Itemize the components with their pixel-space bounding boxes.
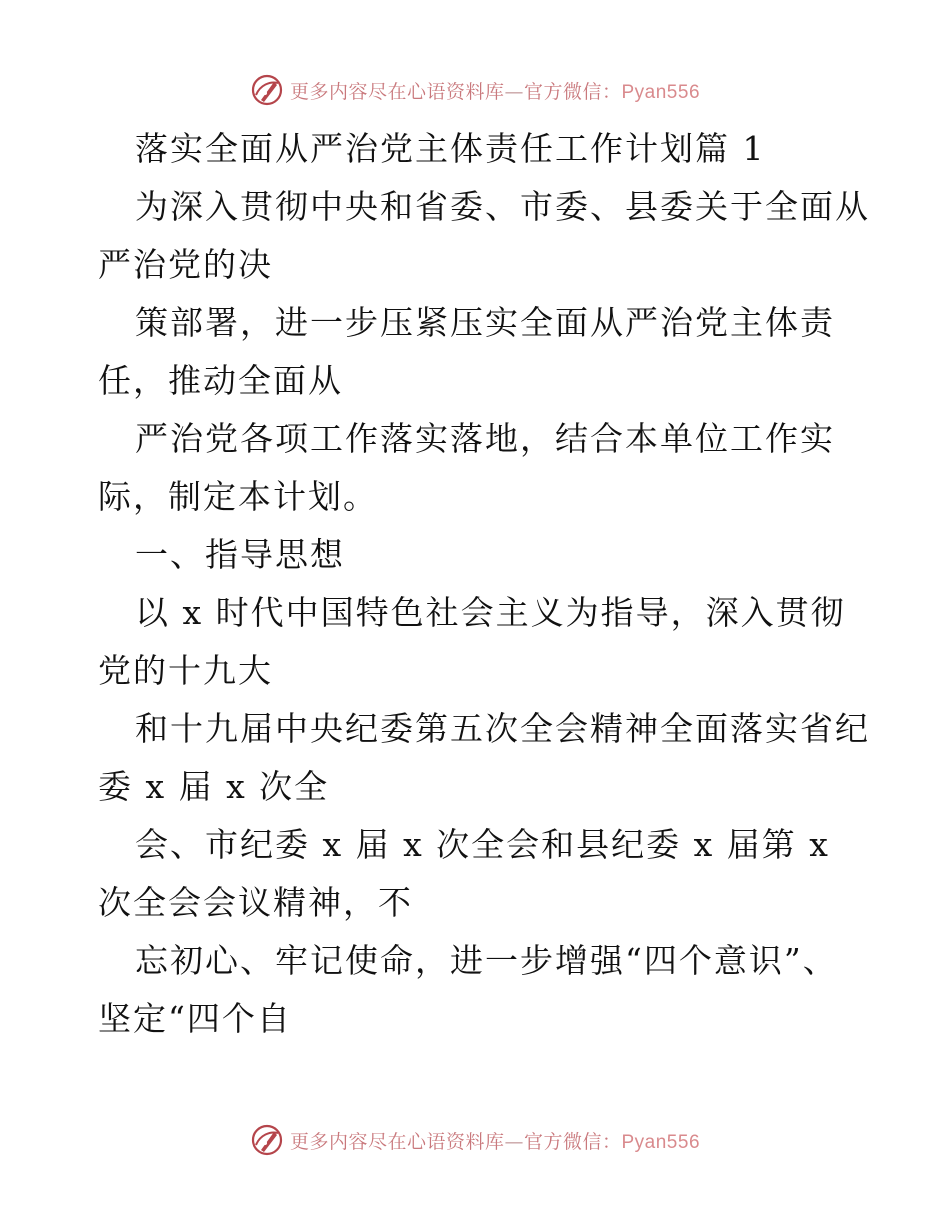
- pen-logo-icon: [250, 1123, 284, 1157]
- banner-official-label: 官方微信：: [523, 80, 622, 103]
- text-line: 一、指导思想: [135, 535, 345, 574]
- text-line: 严治党的决: [98, 245, 273, 284]
- document-title: 落实全面从严治党主体责任工作计划篇 1: [135, 129, 766, 168]
- text-line: 忘初心、牢记使命，进一步增强“四个意识”、: [135, 941, 838, 980]
- text-line: 严治党各项工作落实落地，结合本单位工作实: [135, 419, 835, 458]
- pen-logo-icon: [250, 73, 284, 107]
- text-line: 以 x 时代中国特色社会主义为指导，深入贯彻: [135, 593, 846, 632]
- text-line: 次全会会议精神，不: [98, 883, 413, 922]
- text-line: 际，制定本计划。: [98, 477, 378, 516]
- text-line: 委 x 届 x 次全: [98, 767, 330, 806]
- header-watermark-banner: [0, 70, 950, 110]
- banner-site-text: 更多内容尽在心语资料库: [289, 80, 505, 103]
- banner-dash: —: [504, 1130, 524, 1153]
- banner-dash: —: [504, 80, 524, 103]
- text-line: 策部署，进一步压紧压实全面从严治党主体责: [135, 303, 835, 342]
- text-line: 党的十九大: [98, 651, 273, 690]
- banner-official-label: 官方微信：: [523, 1130, 622, 1153]
- banner-site-text: 更多内容尽在心语资料库: [289, 1130, 505, 1153]
- text-line: 和十九届中央纪委第五次全会精神全面落实省纪: [135, 709, 870, 748]
- text-line: 会、市纪委 x 届 x 次全会和县纪委 x 届第 x: [135, 825, 830, 864]
- text-line: 坚定“四个自: [98, 999, 292, 1038]
- banner-account: Pyan556: [621, 1131, 701, 1153]
- footer-watermark-banner: [0, 1120, 950, 1160]
- document-body: [98, 120, 870, 1048]
- text-line: 任，推动全面从: [98, 361, 343, 400]
- text-line: 为深入贯彻中央和省委、市委、县委关于全面从: [135, 187, 870, 226]
- banner-account: Pyan556: [621, 81, 701, 103]
